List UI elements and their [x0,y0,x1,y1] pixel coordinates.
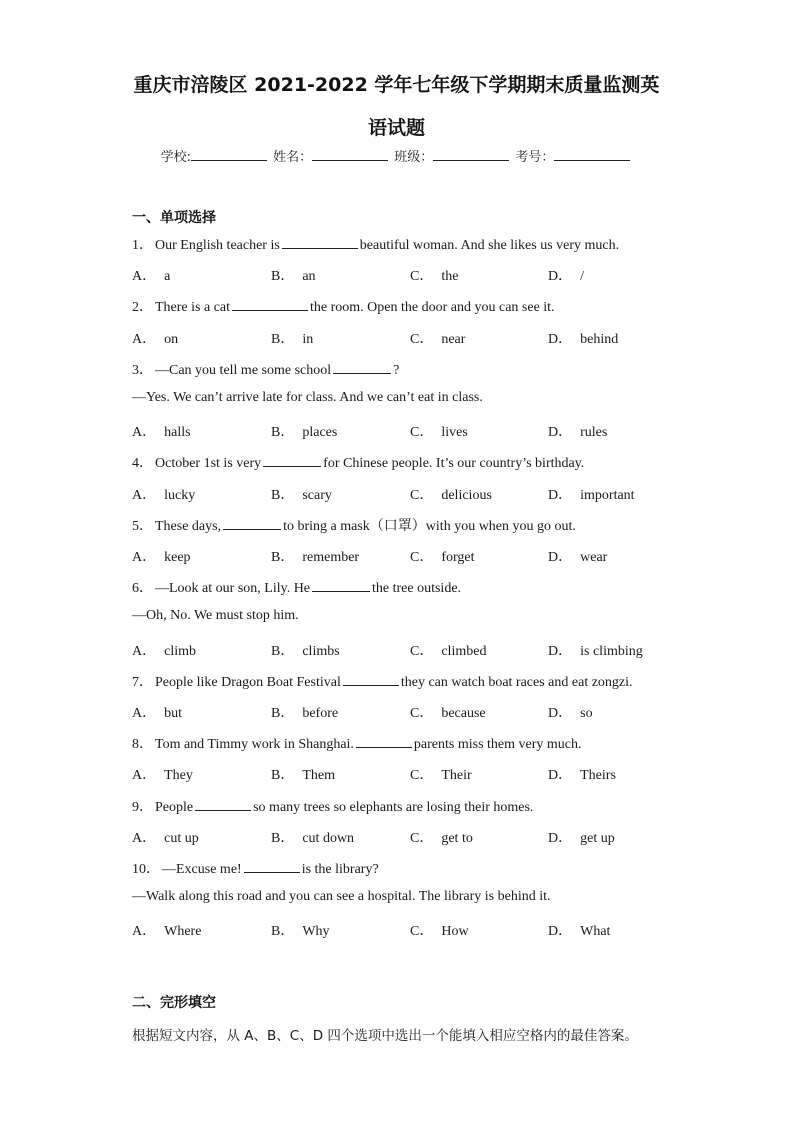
option-text: / [580,269,585,284]
option-text: because [441,706,486,721]
option-letter: D． [548,425,573,440]
question-text-before: Our English teacher is [155,238,280,253]
question-text-before: October 1st is very [155,456,262,471]
option-letter: D． [548,768,573,783]
option-letter: B． [271,488,295,503]
student-info-row [0,146,793,165]
option-letter: D． [548,332,573,347]
option-text: on [164,332,179,347]
option-d[interactable] [548,764,616,784]
question-number: 6． [132,581,153,596]
option-a[interactable] [132,421,191,441]
option-letter: C． [410,924,434,939]
section-instructions: 根据短文内容，从 A、B、C、D 四个选项中选出一个能填入相应空格内的最佳答案。 [132,1028,638,1044]
option-c[interactable] [410,421,468,441]
option-b[interactable] [271,546,359,566]
option-text: cut down [302,831,355,846]
option-b[interactable] [271,764,335,784]
option-text: near [441,332,466,347]
option-row [132,421,692,439]
option-text: How [441,924,469,939]
option-letter: D． [548,831,573,846]
option-d[interactable] [548,265,584,285]
option-text: lucky [164,488,196,503]
question-text-after: to bring a mask（口罩）with you when you go out. [283,519,576,534]
option-text: They [164,768,193,783]
option-text: the [441,269,459,284]
option-a[interactable] [132,265,170,285]
question-text-before: These days, [155,519,222,534]
question-stem [132,796,533,816]
answer-blank[interactable] [232,297,308,311]
option-a[interactable] [132,328,178,348]
option-text: Why [302,924,330,939]
option-row [132,920,692,938]
option-text: forget [441,550,475,565]
option-text: Their [441,768,472,783]
option-a[interactable] [132,546,191,566]
option-text: scary [302,488,332,503]
option-b[interactable] [271,484,332,504]
option-a[interactable] [132,827,199,847]
option-text: climbs [302,644,340,659]
option-a[interactable] [132,764,193,784]
option-text: keep [164,550,191,565]
option-letter: B． [271,425,295,440]
option-letter: B． [271,269,295,284]
option-letter: A． [132,924,157,939]
option-text: climbed [441,644,487,659]
option-letter: D． [548,488,573,503]
question-number: 5． [132,519,153,534]
option-d[interactable] [548,546,607,566]
question-stem [132,733,582,753]
option-text: wear [580,550,608,565]
dialogue-reply: —Walk along this road and you can see a hospital. The library is behind it. [132,889,551,904]
question-text-before: People like Dragon Boat Festival [155,675,341,690]
option-text: places [302,425,338,440]
question-text-before: Tom and Timmy work in Shanghai. [155,737,354,752]
option-text: is climbing [580,644,643,659]
option-text: get up [580,831,615,846]
option-letter: A． [132,706,157,721]
question-number: 8． [132,737,153,752]
question-text-before: People [155,800,194,815]
option-letter: D． [548,550,573,565]
answer-blank[interactable] [282,235,358,249]
option-letter: A． [132,425,157,440]
option-letter: A． [132,644,157,659]
option-a[interactable] [132,640,196,660]
question-number: 1． [132,238,153,253]
option-letter: B． [271,924,295,939]
answer-blank[interactable] [356,734,412,748]
option-letter: B． [271,768,295,783]
question-number: 10． [132,862,160,877]
option-b[interactable] [271,920,330,940]
option-letter: C． [410,706,434,721]
question-stem [132,515,576,535]
class-blank[interactable] [433,148,509,161]
option-d[interactable] [548,827,615,847]
question-text-after: is the library? [301,862,379,877]
class-label: 班级： [394,150,434,165]
answer-blank[interactable] [343,672,399,686]
option-c[interactable] [410,640,486,660]
option-letter: A． [132,831,157,846]
option-c[interactable] [410,702,486,722]
option-text: an [302,269,316,284]
option-letter: B． [271,831,295,846]
option-text: What [580,924,611,939]
option-d[interactable] [548,640,643,660]
answer-blank[interactable] [244,859,300,873]
question-stem [132,577,461,597]
answer-blank[interactable] [263,453,321,467]
answer-blank[interactable] [333,360,391,374]
option-letter: B． [271,550,295,565]
option-b[interactable] [271,702,338,722]
name-label: 姓名： [273,150,313,165]
option-letter: B． [271,706,295,721]
option-text: get to [441,831,473,846]
option-row [132,546,692,564]
question-text-after: the room. Open the door and you can see it. [310,300,555,315]
question-number: 9． [132,800,153,815]
dialogue-reply: —Oh, No. We must stop him. [132,608,299,623]
option-c[interactable] [410,265,458,285]
option-letter: B． [271,644,295,659]
question-number: 7． [132,675,153,690]
option-row [132,484,692,502]
option-letter: C． [410,332,434,347]
option-letter: D． [548,644,573,659]
option-letter: A． [132,550,157,565]
answer-blank[interactable] [195,797,251,811]
option-text: lives [441,425,468,440]
question-stem [132,858,379,878]
name-blank[interactable] [312,148,388,161]
option-letter: C． [410,644,434,659]
option-text: behind [580,332,619,347]
option-row [132,328,692,346]
option-letter: A． [132,488,157,503]
option-text: remember [302,550,360,565]
option-letter: A． [132,269,157,284]
page-title-continued: 语试题 [367,117,425,139]
question-number: 4． [132,456,153,471]
option-text: so [580,706,593,721]
answer-blank[interactable] [223,516,281,530]
exam-number-label: 考号： [515,150,555,165]
option-row [132,265,692,283]
option-b[interactable] [271,328,313,348]
option-c[interactable] [410,546,475,566]
option-letter: C． [410,550,434,565]
option-c[interactable] [410,827,473,847]
question-text-before: —Excuse me! [162,862,242,877]
question-text-after: ? [393,363,400,378]
option-text: rules [580,425,608,440]
question-number: 2． [132,300,153,315]
option-text: important [580,488,635,503]
option-text: before [302,706,339,721]
school-blank[interactable] [191,148,267,161]
option-d[interactable] [548,484,635,504]
question-text-after: for Chinese people. It’s our country’s birthday. [323,456,585,471]
school-label: 学校: [160,150,191,165]
dialogue-reply: —Yes. We can’t arrive late for class. And we can’t eat in class. [132,390,483,405]
option-row [132,827,692,845]
option-text: but [164,706,183,721]
question-text-after: they can watch boat races and eat zongzi. [400,675,633,690]
option-letter: A． [132,332,157,347]
question-text-after: beautiful woman. And she likes us very much. [359,238,620,253]
option-text: Them [302,768,335,783]
option-b[interactable] [271,265,316,285]
section-heading-single-choice: 一、单项选择 [132,210,216,226]
option-b[interactable] [271,421,337,441]
option-d[interactable] [548,702,593,722]
option-text: a [164,269,171,284]
question-text-before: There is a cat [155,300,231,315]
option-letter: D． [548,706,573,721]
question-stem [132,452,584,472]
option-c[interactable] [410,764,472,784]
question-number: 3． [132,363,153,378]
question-stem [132,359,399,379]
option-a[interactable] [132,702,182,722]
option-text: in [302,332,314,347]
option-letter: C． [410,488,434,503]
question-stem [132,234,619,254]
option-c[interactable] [410,484,492,504]
option-d[interactable] [548,421,607,441]
option-row [132,764,692,782]
option-text: Theirs [580,768,616,783]
question-text-before: —Can you tell me some school [155,363,332,378]
option-letter: C． [410,831,434,846]
question-stem [132,296,555,316]
question-text-after: so many trees so elephants are losing their homes. [253,800,534,815]
option-text: halls [164,425,191,440]
question-text-after: the tree outside. [372,581,462,596]
option-letter: D． [548,269,573,284]
option-letter: C． [410,425,434,440]
option-d[interactable] [548,920,610,940]
exam-number-blank[interactable] [554,148,630,161]
option-letter: D． [548,924,573,939]
option-letter: B． [271,332,295,347]
option-a[interactable] [132,920,201,940]
option-text: climb [164,644,197,659]
option-row [132,702,692,720]
option-text: cut up [164,831,199,846]
option-text: Where [164,924,202,939]
option-c[interactable] [410,920,469,940]
answer-blank[interactable] [312,578,370,592]
question-text-before: —Look at our son, Lily. He [155,581,311,596]
option-letter: C． [410,768,434,783]
option-b[interactable] [271,827,354,847]
section-heading-cloze: 二、完形填空 [132,995,216,1011]
option-row [132,640,692,658]
option-letter: C． [410,269,434,284]
option-d[interactable] [548,328,618,348]
option-a[interactable] [132,484,195,504]
option-text: delicious [441,488,492,503]
option-letter: A． [132,768,157,783]
question-text-after: parents miss them very much. [413,737,582,752]
option-c[interactable] [410,328,465,348]
question-stem [132,671,633,691]
page-title: 重庆市涪陵区 2021-2022 学年七年级下学期期末质量监测英 [133,74,660,96]
option-b[interactable] [271,640,340,660]
